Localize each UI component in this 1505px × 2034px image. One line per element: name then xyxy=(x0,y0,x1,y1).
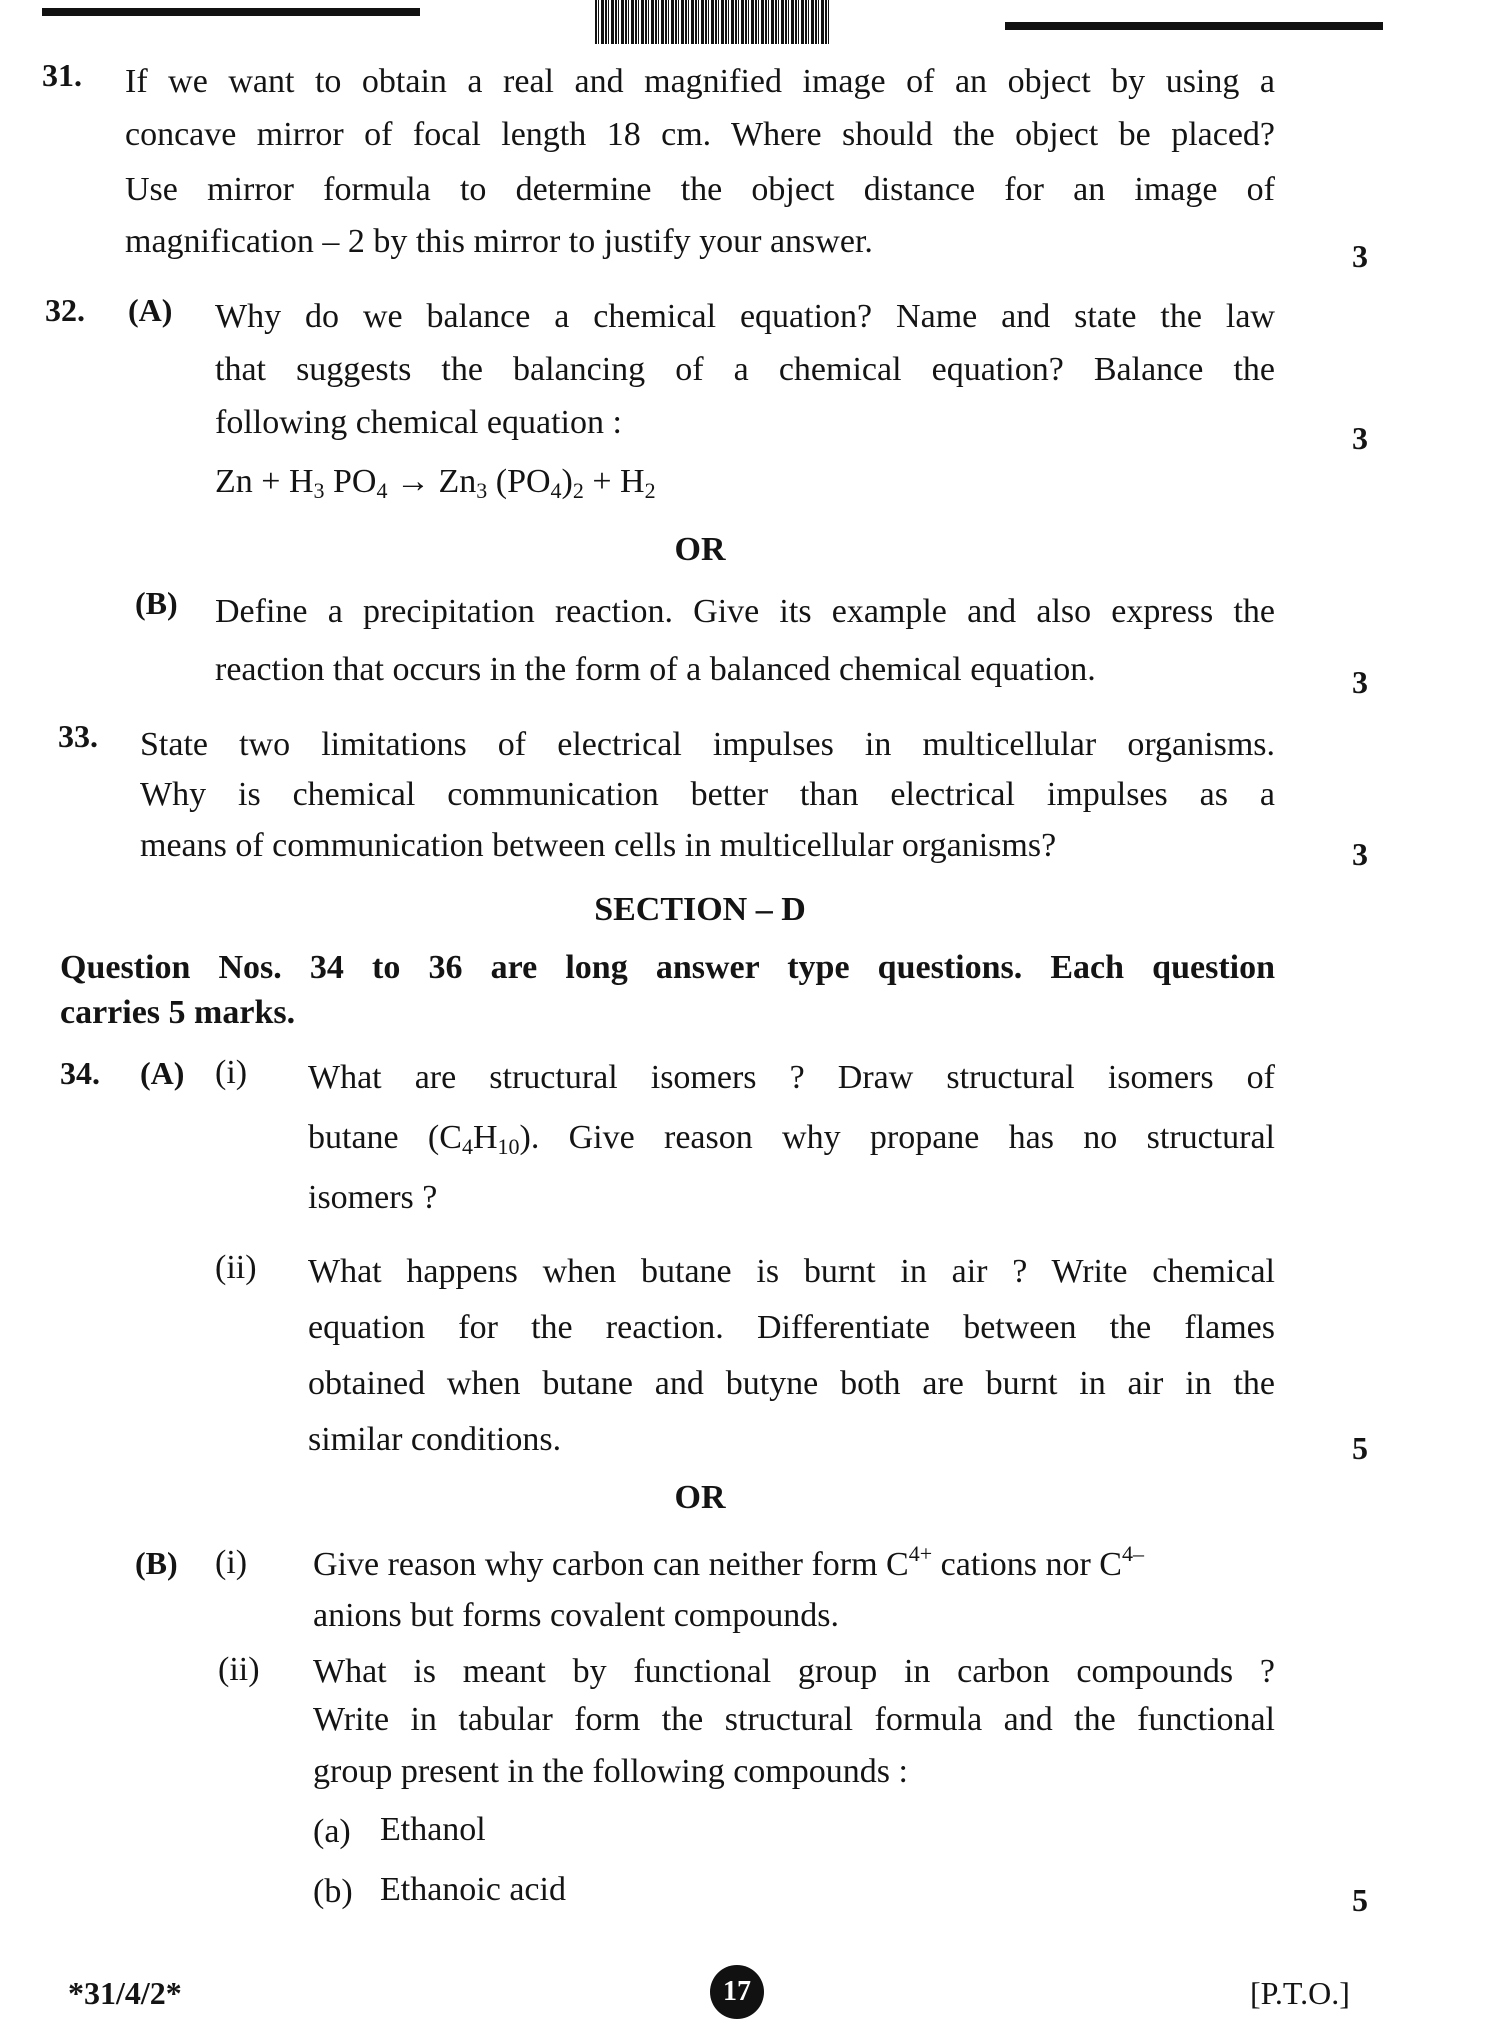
marks: 3 xyxy=(1352,664,1368,700)
or-divider: OR xyxy=(674,1479,726,1516)
question-text: reaction that occurs in the form of a balanced chemical equation. xyxy=(215,651,1096,688)
or-divider: OR xyxy=(674,531,726,568)
barcode xyxy=(595,0,830,44)
question-text: What is meant by functional group in carbon compounds ? xyxy=(313,1653,1275,1690)
option-label: (B) xyxy=(135,585,178,621)
marks: 3 xyxy=(1352,420,1368,456)
question-text: Give reason why carbon can neither form $C^{4+}$ cations nor $C^{4-}$ xyxy=(313,1541,1144,1583)
question-text: If we want to obtain a real and magnified image of an object by using a xyxy=(125,63,1275,100)
chemical-equation: $Zn + H_3$ $PO_4 \to Zn_3$ $(PO_4)_2 + H_2$ xyxy=(215,463,656,503)
marks: 5 xyxy=(1352,1882,1368,1918)
question-text: What are structural isomers ? Draw structural isomers of xyxy=(308,1059,1275,1096)
question-text: that suggests the balancing of a chemical equation? Balance the xyxy=(215,351,1275,388)
question-number: 34. xyxy=(60,1055,100,1091)
question-text: What happens when butane is burnt in air ? Write chemical xyxy=(308,1253,1275,1290)
question-text: Define a precipitation reaction. Give its example and also express the xyxy=(215,593,1275,630)
question-number: 32. xyxy=(45,292,85,328)
marks: 3 xyxy=(1352,836,1368,872)
header-rule-right xyxy=(1005,22,1383,30)
section-title: SECTION – D xyxy=(594,891,806,928)
sub-label: (ii) xyxy=(218,1651,260,1688)
question-text: group present in the following compounds : xyxy=(313,1753,908,1790)
option-label: (A) xyxy=(128,292,173,328)
question-text: Why do we balance a chemical equation? Name and state the law xyxy=(215,298,1275,335)
page-number-badge: 17 xyxy=(710,1965,764,2019)
question-text: anions but forms covalent compounds. xyxy=(313,1597,839,1634)
option-label: (A) xyxy=(140,1055,185,1091)
question-number: 33. xyxy=(58,718,98,754)
question-text: butane $(C_4H_{10})$. Give reason why propane has no structural xyxy=(308,1119,1275,1159)
section-instructions: carries 5 marks. xyxy=(60,994,296,1031)
question-text: Why is chemical communication better than electrical impulses as a xyxy=(140,776,1275,813)
question-text: State two limitations of electrical impulses in multicellular organisms. xyxy=(140,726,1275,763)
list-item: Ethanol xyxy=(380,1811,486,1848)
option-label: (B) xyxy=(135,1545,178,1581)
question-text: magnification – 2 by this mirror to justify your answer. xyxy=(125,223,873,260)
sub-label: (i) xyxy=(215,1054,248,1091)
paper-code: *31/4/2* xyxy=(68,1975,182,2011)
question-text: following chemical equation : xyxy=(215,404,622,441)
section-instructions: Question Nos. 34 to 36 are long answer type questions. Each question xyxy=(60,949,1275,986)
sub-label: (ii) xyxy=(215,1249,257,1286)
question-text: equation for the reaction. Differentiate between the flames xyxy=(308,1309,1275,1346)
list-item-label: (b) xyxy=(313,1873,353,1910)
question-text: Use mirror formula to determine the object distance for an image of xyxy=(125,171,1275,208)
question-text: means of communication between cells in multicellular organisms? xyxy=(140,827,1057,864)
question-text: similar conditions. xyxy=(308,1421,562,1458)
question-text: obtained when butane and butyne both are burnt in air in the xyxy=(308,1365,1275,1402)
sub-label: (i) xyxy=(215,1544,248,1581)
marks: 3 xyxy=(1352,238,1368,274)
list-item: Ethanoic acid xyxy=(380,1871,566,1908)
list-item-label: (a) xyxy=(313,1813,351,1850)
question-text: Write in tabular form the structural formula and the functional xyxy=(313,1701,1275,1738)
header-rule-left xyxy=(42,8,420,16)
question-text: isomers ? xyxy=(308,1179,438,1216)
marks: 5 xyxy=(1352,1430,1368,1466)
pto-label: [P.T.O.] xyxy=(1250,1975,1350,2011)
question-text: concave mirror of focal length 18 cm. Where should the object be placed? xyxy=(125,116,1275,153)
question-number: 31. xyxy=(42,57,82,93)
